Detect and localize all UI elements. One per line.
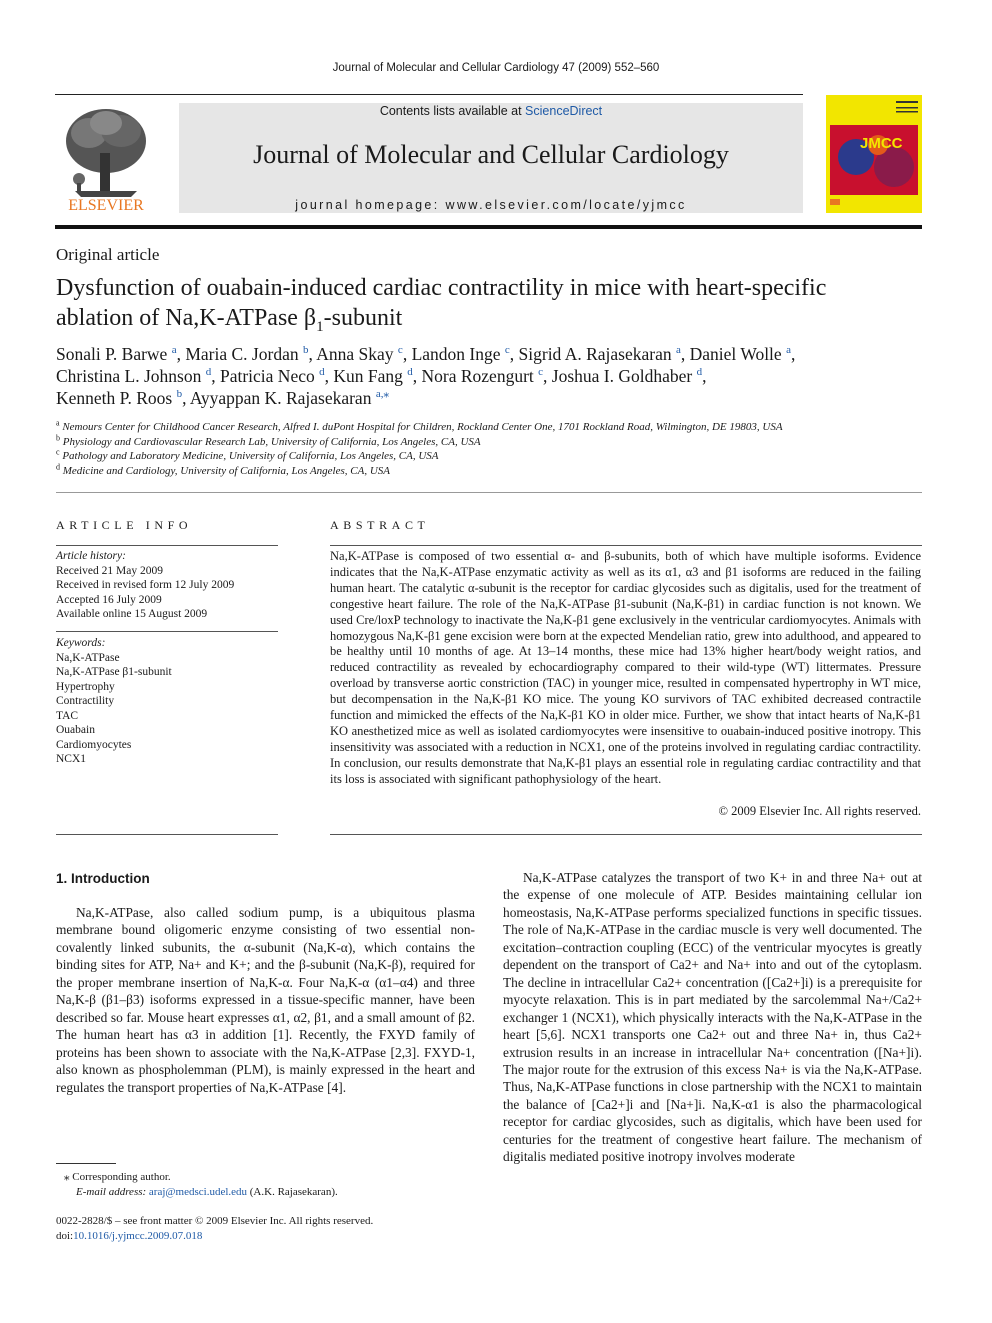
- article-type: Original article: [56, 245, 160, 264]
- author-separator: ,: [182, 388, 190, 408]
- author-affiliation-mark[interactable]: d: [319, 366, 325, 379]
- author-separator: ,: [543, 366, 552, 386]
- keyword-item[interactable]: NCX1: [56, 753, 87, 765]
- author-affiliation-mark[interactable]: c: [538, 366, 544, 379]
- affiliation-text: Pathology and Laboratory Medicine, University of California, Los Angeles, CA, USA: [59, 450, 439, 462]
- author-separator: ,: [308, 344, 317, 364]
- affiliation-text: Physiology and Cardiovascular Research Lab, University of California, Los Angeles, CA, USA: [60, 435, 481, 448]
- sciencedirect-link[interactable]: ScienceDirect: [525, 104, 603, 118]
- author-separator: ,: [412, 366, 422, 386]
- affiliation-item: [56, 449, 926, 464]
- affiliations: [56, 420, 926, 478]
- title-line-1: Dysfunction of ouabain-induced cardiac contractility in mice with heart-specific: [56, 275, 827, 301]
- front-matter: [56, 1214, 476, 1243]
- cover-label: JMCC: [860, 135, 903, 152]
- keyword-item[interactable]: Cardiomyocytes: [56, 738, 132, 751]
- author-affiliation-mark[interactable]: c: [504, 344, 510, 357]
- author-affiliation-mark[interactable]: d: [205, 366, 212, 379]
- affiliation-item: [56, 420, 926, 435]
- info-rule-2: [56, 631, 278, 632]
- intro-paragraph-left: Na,K-ATPase, also called sodium pump, is a ubiquitous plasma membrane bound oligomeric enzyme consisting of two essential non-covalently linked subunits, the α-subunit (Na,K-α), which contains the binding sites for ATP, Na+ and K+; and the β-subunit (Na,K-β), required for the proper membrane insertion of Na,K-α. Four Na,K-α (α1–α4) and three Na,K-β (β1–β3) isoforms expressed in a tissue-specific manner, have been described so far. Mouse heart expresses α1, α2, β1, and a small amount of β2. The human heart has α3 in addition [1]. Recently, the FXYD family of proteins has been shown to associate with the Na,K-ATPase [2,3]. FXYD-1, also known as phospholemman (PLM), is mainly expressed in the heart and regulates the transport properties of Na,K-ATPase [4].: [56, 905, 475, 1095]
- affiliation-key: d: [56, 461, 60, 471]
- email-link[interactable]: araj@medsci.udel.edu: [148, 1185, 248, 1198]
- journal-cover-image: [826, 95, 922, 213]
- author-name: Sonali P. Barwe: [56, 344, 172, 364]
- author-name: Anna Skay: [316, 344, 398, 364]
- affiliation-item: [56, 432, 926, 450]
- author-affiliation-mark[interactable]: a: [786, 344, 791, 357]
- keyword-item[interactable]: TAC: [56, 709, 79, 722]
- author-name: Daniel Wolle: [689, 344, 787, 364]
- author-separator: ,: [509, 344, 519, 364]
- affiliation-item: [56, 461, 926, 479]
- title-line-2: ablation of Na,K-ATPase $\beta_1$-subunit: [56, 305, 403, 335]
- author-separator: ,: [402, 344, 412, 364]
- author-separator: ,: [680, 344, 690, 364]
- affiliation-key: b: [56, 432, 60, 442]
- affiliation-key: c: [56, 447, 60, 457]
- author-name: Maria C. Jordan: [185, 344, 303, 364]
- paper-title: [56, 273, 926, 333]
- header-thick-rule: [55, 225, 922, 229]
- history-item: Accepted 16 July 2009: [56, 593, 162, 606]
- keywords: [56, 636, 286, 767]
- contents-line: [179, 104, 803, 118]
- affiliation-rule: [56, 492, 922, 493]
- elsevier-logo[interactable]: [55, 103, 157, 215]
- author-name: Sigrid A. Rajasekaran: [518, 344, 676, 364]
- keyword-item[interactable]: Hypertrophy: [56, 680, 115, 693]
- keyword-item[interactable]: Na,K-ATPase: [56, 651, 120, 664]
- doi-link[interactable]: 10.1016/j.yjmcc.2009.07.018: [73, 1229, 203, 1242]
- history-item: Received in revised form 12 July 2009: [56, 579, 235, 591]
- abstract-bottom-rule: [330, 834, 922, 835]
- doi-line: doi:10.1016/j.yjmcc.2009.07.018: [56, 1229, 203, 1242]
- journal-title: Journal of Molecular and Cellular Cardiology: [253, 140, 729, 169]
- history-label: Article history:: [56, 550, 126, 562]
- author-separator: ,: [324, 366, 334, 386]
- copyright: © 2009 Elsevier Inc. All rights reserved.: [718, 804, 921, 818]
- affiliation-text: Nemours Center for Childhood Cancer Research, Alfred I. duPont Hospital for Children, Rockland Center One, 1701 Rockland Road, Wilmington, DE 19803, USA: [59, 421, 783, 433]
- affiliation-text: Medicine and Cardiology, University of California, Los Angeles, CA, USA: [60, 464, 390, 477]
- keyword-item[interactable]: Contractility: [56, 695, 115, 707]
- author-name: Christina L. Johnson: [56, 366, 206, 386]
- author-name: Landon Inge: [411, 344, 505, 364]
- history-list: [56, 564, 286, 622]
- author-separator: ,: [702, 366, 707, 386]
- corresponding-author: ⁎ Corresponding author.: [64, 1171, 171, 1183]
- corresponding-footnote: [56, 1170, 476, 1199]
- author-affiliation-mark[interactable]: b: [176, 388, 183, 401]
- info-bottom-rule: [56, 834, 278, 835]
- author-affiliation-mark[interactable]: a,⁎: [375, 388, 389, 401]
- article-history: [56, 549, 286, 622]
- journal-cover[interactable]: [826, 95, 922, 213]
- author-name: Kenneth P. Roos: [56, 388, 177, 408]
- keywords-label: Keywords:: [56, 637, 106, 649]
- author-name: Joshua I. Goldhaber: [551, 366, 697, 386]
- author-affiliation-mark[interactable]: a: [171, 344, 177, 357]
- intro-paragraph-right: Na,K-ATPase catalyzes the transport of two K+ in and three Na+ out at the expense of one molecule of ATP. Besides maintaining cellular ion homeostasis, Na,K-ATPase performs specialized functions in specific tissues. The role of Na,K-ATPase in the cardiac muscle is very well documented. The excitation–contraction coupling (ECC) of the ventricular myocytes is greatly dependent on the transport of Ca2+ and Na+ into and out of the cytoplasm. The decline in intracellular Ca2+ concentration ([Ca2+]i) is a prerequisite for myocyte relaxation. This is in part mediated by the sarcolemmal Na+/Ca2+ exchanger 1 (NCX1), which physically interacts with the Na,K-ATPase in the heart [5,6]. NCX1 transports one Ca2+ out and three Na+ in, thus Ca2+ extrusion results in an increase in intracellular Na+ concentration ([Na+]i). The major route for the extrusion of this excess Na+ is via the Na,K-ATPase. Thus, Na,K-ATPase functions in close partnership with the NCX1 to maintain the balance of [Ca2+]i and [Na+]i. Na,K-α1 is also the pharmacological receptor for cardiac glycosides, such as digitalis, which have been used for centuries for the treatment of congestive heart failure. The mechanism of digitalis mediated positive inotropy involves moderate: [503, 870, 922, 1165]
- footnote-rule: [56, 1163, 116, 1164]
- keyword-item[interactable]: Na,K-ATPase β1-subunit: [56, 666, 172, 678]
- history-item: Available online 15 August 2009: [56, 608, 208, 620]
- author-name: Patricia Neco: [219, 366, 320, 386]
- author-separator: ,: [790, 344, 796, 364]
- author-affiliation-mark[interactable]: d: [696, 366, 703, 379]
- keyword-list: [56, 651, 286, 767]
- author-name: Nora Rozengurt: [421, 366, 539, 386]
- author-affiliation-mark[interactable]: a: [675, 344, 681, 357]
- front-matter-line: 0022-2828/$ – see front matter © 2009 Elsevier Inc. All rights reserved.: [56, 1215, 374, 1227]
- section-heading-introduction: 1. Introduction: [56, 871, 150, 886]
- abstract-rule: [330, 545, 922, 546]
- history-item: Received 21 May 2009: [56, 564, 163, 577]
- journal-homepage[interactable]: journal homepage: www.elsevier.com/locate/yjmcc: [295, 198, 687, 212]
- header-rule: [55, 94, 803, 95]
- info-rule: [56, 545, 278, 546]
- keyword-item[interactable]: Ouabain: [56, 724, 95, 736]
- author-affiliation-mark[interactable]: d: [407, 366, 413, 379]
- author-affiliation-mark[interactable]: b: [302, 344, 309, 357]
- author-name: Kun Fang: [333, 366, 408, 386]
- article-info-heading: ARTICLE INFO: [56, 518, 193, 532]
- elsevier-wordmark: ELSEVIER: [68, 197, 144, 214]
- contents-prefix: Contents lists available at: [379, 104, 526, 118]
- running-head: Journal of Molecular and Cellular Cardiology 47 (2009) 552–560: [332, 62, 660, 74]
- affiliation-key: a: [56, 418, 60, 428]
- author-list: [56, 343, 926, 409]
- email-line: E-mail address: araj@medsci.udel.edu (A.K. Rajasekaran).: [76, 1185, 338, 1198]
- abstract-heading: ABSTRACT: [330, 518, 430, 532]
- author-separator: ,: [211, 366, 220, 386]
- author-affiliation-mark[interactable]: c: [397, 344, 403, 357]
- author-separator: ,: [176, 344, 186, 364]
- abstract-text: Na,K-ATPase is composed of two essential α- and β-subunits, both of which have multiple isoforms. Evidence indicates that the Na,K-ATPase enzymatic activity as well as its α1, α3 and β1 isoforms are reduced in the failing human heart. The catalytic α-subunit is the receptor for cardiac glycosides such as digitalis, used for the treatment of congestive heart failure. The role of the Na,K-ATPase β1-subunit (Na,K-β1) in cardiac function is not known. We used Cre/loxP technology to inactivate the Na,K-β1 gene exclusively in the ventricular cardiomyocytes. Animals with homozygous Na,K-β1 gene excision were born at the expected Mendelian ratio, grew into adulthood, and appeared to be healthy until 10 months of age. At 13–14 months, these mice had 13% higher heart/body weight ratios, and reduced contractility as revealed by echocardiography compared to their wild-type (WT) littermates. Pressure overload by transverse aortic constriction (TAC) in younger mice, resulted in compensated hypertrophy in WT mice, but decompensation in the Na,K-β1 KO mice. The young KO survivors of TAC exhibited decreased contractile function and mimicked the effects of the Na,K-β1 KO in older mice. Further, we show that intact hearts of Na,K-β1 KO anesthetized mice as well as isolated cardiomyocytes were insensitive to ouabain-induced positive inotropy. This insensitivity was associated with a reduction in NCX1, one of the proteins involved in regulating cardiac contractility. In conclusion, our results demonstrate that Na,K-β1 plays an essential role in regulating cardiac contractility and that its loss is associated with significant pathophysiology of the heart.: [330, 549, 921, 786]
- author-name: Ayyappan K. Rajasekaran: [189, 388, 376, 408]
